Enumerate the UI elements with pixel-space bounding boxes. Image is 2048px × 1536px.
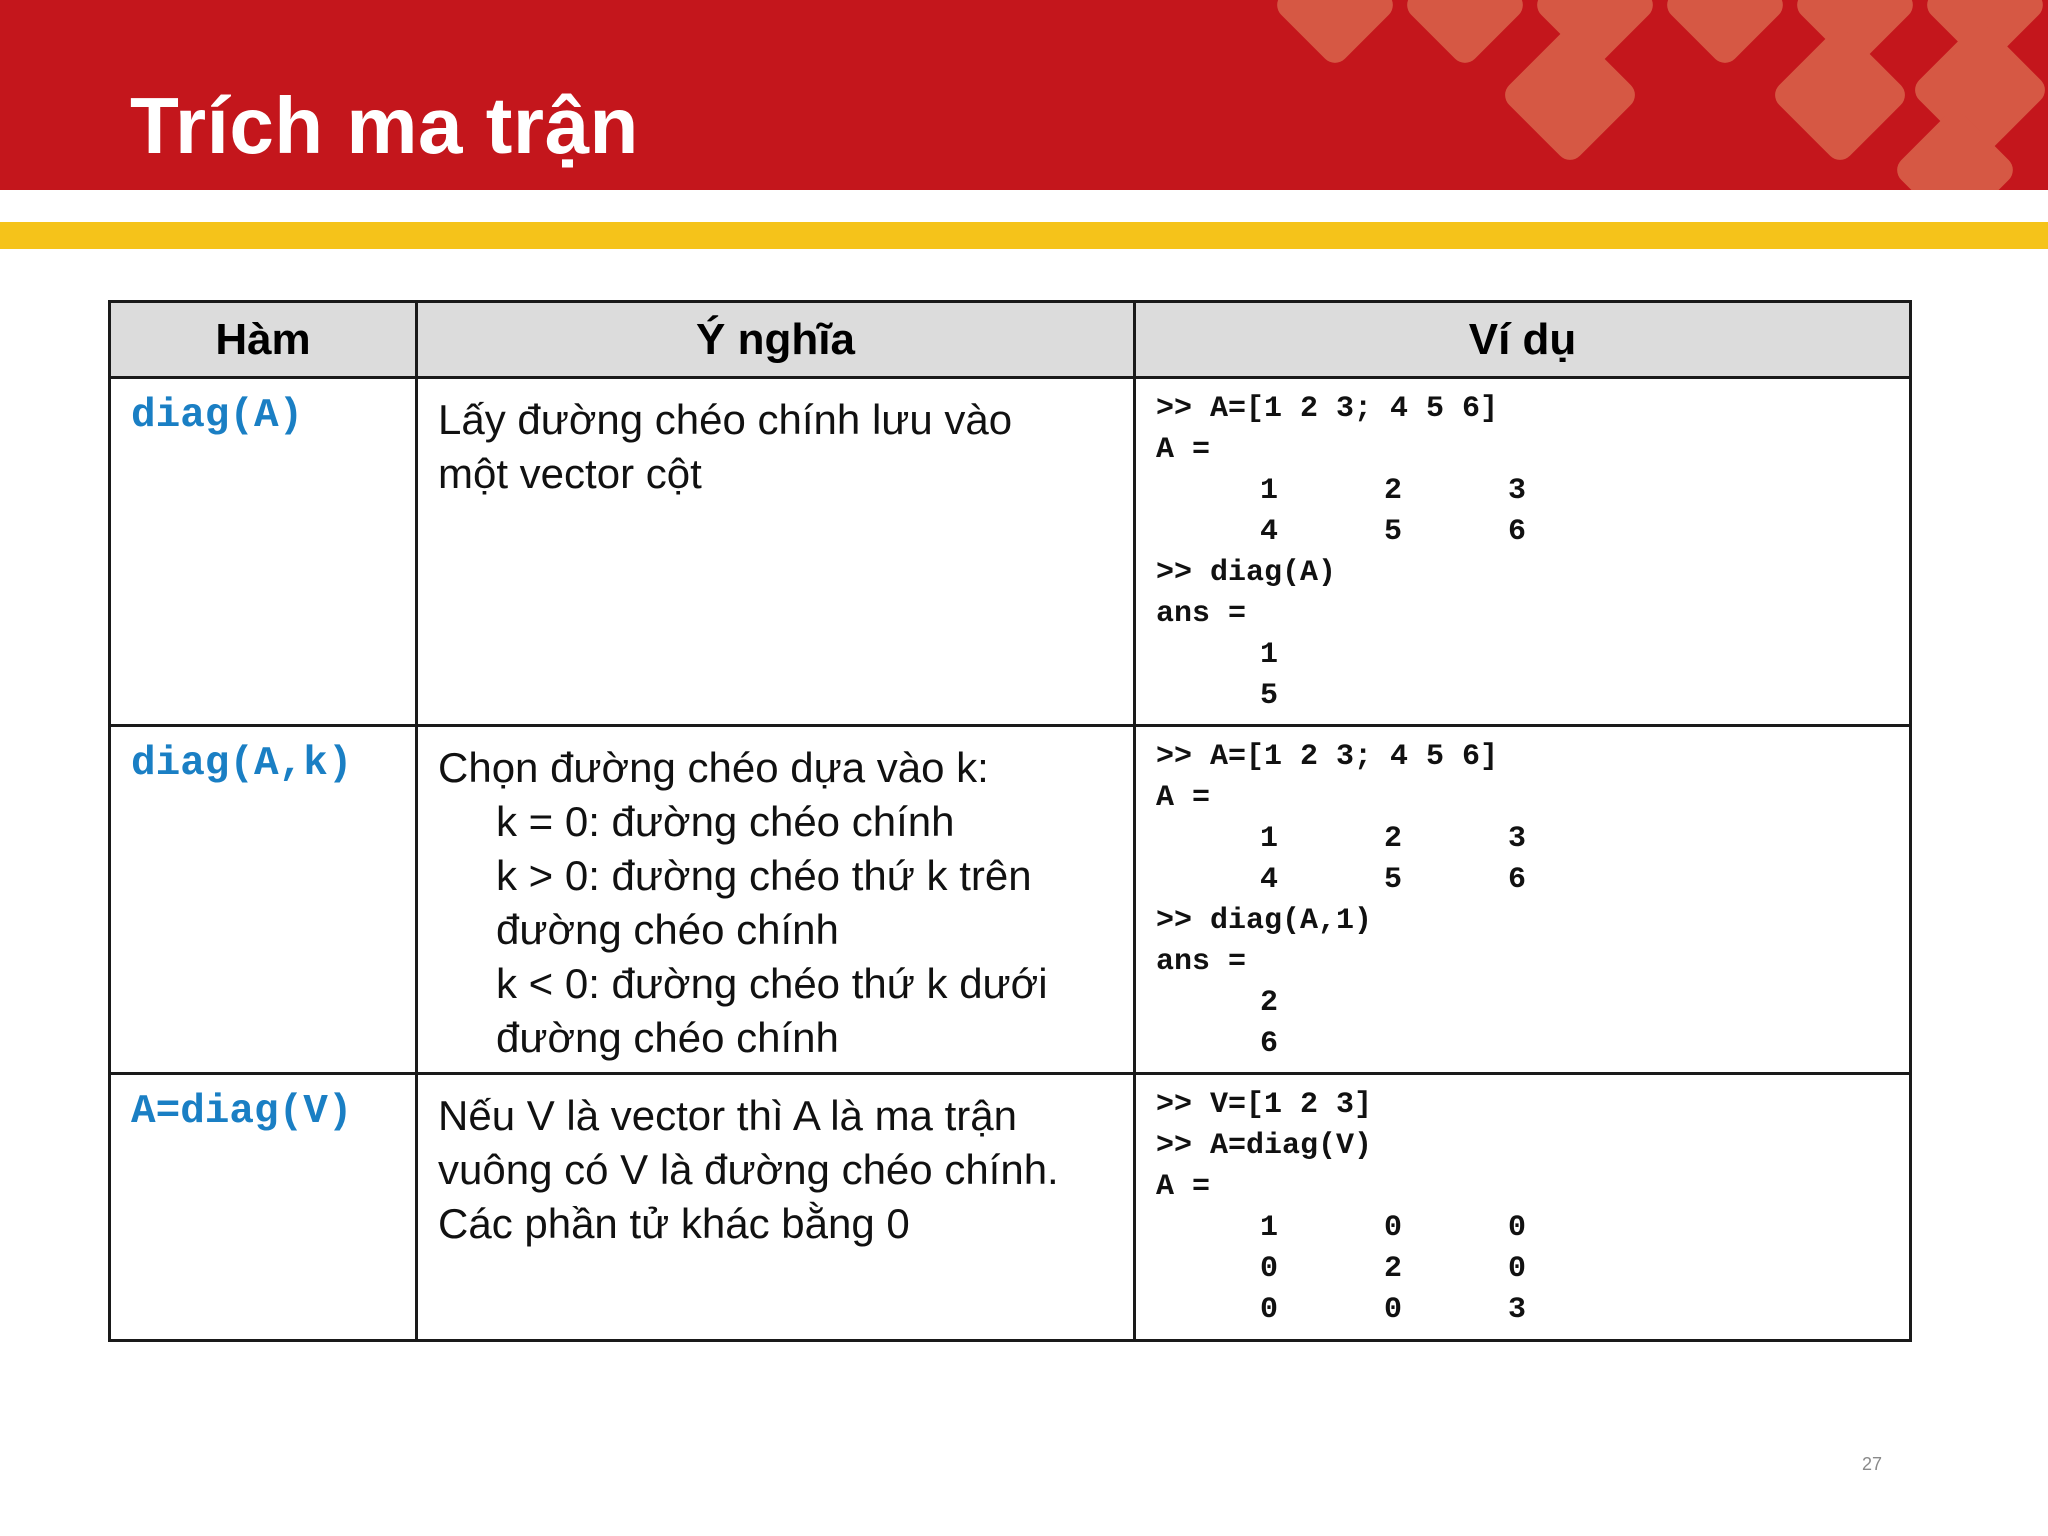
meaning-line: Nếu V là vector thì A là ma trận bbox=[438, 1092, 1017, 1139]
matrix-row bbox=[1156, 471, 1909, 512]
matrix-value: 5 bbox=[1384, 863, 1403, 897]
meaning-line: Lấy đường chéo chính lưu vào bbox=[438, 396, 1013, 443]
matrix-value: 0 bbox=[1260, 1293, 1279, 1327]
code-line: >> A=[1 2 3; 4 5 6] bbox=[1156, 392, 1499, 426]
meaning-line: k = 0: đường chéo chính bbox=[496, 798, 955, 845]
matrix-value: 1 bbox=[1260, 474, 1279, 508]
answer-row bbox=[1156, 1024, 1909, 1065]
meaning-line: vuông có V là đường chéo chính. bbox=[438, 1146, 1059, 1193]
table-row bbox=[110, 378, 1911, 726]
matrix-value: 0 bbox=[1508, 1211, 1527, 1245]
code-line: ans = bbox=[1156, 597, 1247, 631]
code-line: >> A=[1 2 3; 4 5 6] bbox=[1156, 740, 1499, 774]
slide-title: Trích ma trận bbox=[130, 81, 639, 170]
page-number: 27 bbox=[1862, 1454, 1883, 1474]
gold-accent-bar bbox=[0, 222, 2048, 249]
meaning-line: Các phần tử khác bằng 0 bbox=[438, 1200, 910, 1247]
code-line: A = bbox=[1156, 781, 1211, 815]
meaning-cell bbox=[417, 378, 1135, 726]
table-header-row bbox=[110, 302, 1911, 378]
matrix-value: 0 bbox=[1260, 1252, 1279, 1286]
function-cell: diag(A) bbox=[110, 378, 417, 726]
meaning-line: đường chéo chính bbox=[496, 1014, 839, 1061]
code-line: >> V=[1 2 3] bbox=[1156, 1088, 1373, 1122]
matrix-value: 3 bbox=[1508, 822, 1527, 856]
header-cell-function: Hàm bbox=[110, 302, 417, 378]
header-cell-example: Ví dụ bbox=[1135, 302, 1911, 378]
code-line: >> diag(A,1) bbox=[1156, 904, 1373, 938]
code-line: A = bbox=[1156, 1170, 1211, 1204]
table-row bbox=[110, 726, 1911, 1074]
header-cell-meaning: Ý nghĩa bbox=[417, 302, 1135, 378]
matrix-row bbox=[1156, 1290, 1909, 1331]
matrix-value: 6 bbox=[1508, 863, 1527, 897]
matrix-value: 0 bbox=[1384, 1293, 1403, 1327]
example-cell bbox=[1135, 1074, 1911, 1341]
answer-row bbox=[1156, 635, 1909, 676]
matrix-value: 2 bbox=[1384, 1252, 1403, 1286]
matrix-value: 6 bbox=[1508, 515, 1527, 549]
slide-header bbox=[0, 0, 2048, 190]
table-row bbox=[110, 1074, 1911, 1341]
matrix-row bbox=[1156, 860, 1909, 901]
code-line: >> A=diag(V) bbox=[1156, 1129, 1373, 1163]
matrix-value: 4 bbox=[1260, 863, 1279, 897]
answer-row bbox=[1156, 983, 1909, 1024]
example-cell bbox=[1135, 726, 1911, 1074]
matrix-value: 2 bbox=[1384, 474, 1403, 508]
meaning-line: một vector cột bbox=[438, 450, 702, 497]
matrix-value: 3 bbox=[1508, 1293, 1527, 1327]
matrix-value: 5 bbox=[1384, 515, 1403, 549]
meaning-line: k > 0: đường chéo thứ k trên bbox=[496, 852, 1032, 899]
code-line: A = bbox=[1156, 433, 1211, 467]
code-line: >> diag(A) bbox=[1156, 556, 1337, 590]
meaning-cell bbox=[417, 1074, 1135, 1341]
function-cell: diag(A,k) bbox=[110, 726, 417, 1074]
answer-value: 5 bbox=[1260, 679, 1279, 713]
code-line: ans = bbox=[1156, 945, 1247, 979]
meaning-line: Chọn đường chéo dựa vào k: bbox=[438, 744, 989, 791]
matrix-value: 0 bbox=[1384, 1211, 1403, 1245]
example-cell bbox=[1135, 378, 1911, 726]
matrix-row bbox=[1156, 819, 1909, 860]
answer-row bbox=[1156, 676, 1909, 717]
matrix-value: 3 bbox=[1508, 474, 1527, 508]
meaning-line: k < 0: đường chéo thứ k dưới bbox=[496, 960, 1048, 1007]
header-gap bbox=[0, 190, 2048, 222]
function-cell: A=diag(V) bbox=[110, 1074, 417, 1341]
matrix-value: 4 bbox=[1260, 515, 1279, 549]
matrix-row bbox=[1156, 1208, 1909, 1249]
meaning-line: đường chéo chính bbox=[496, 906, 839, 953]
matrix-row bbox=[1156, 512, 1909, 553]
matrix-value: 1 bbox=[1260, 822, 1279, 856]
answer-value: 2 bbox=[1260, 986, 1279, 1020]
meaning-cell bbox=[417, 726, 1135, 1074]
answer-value: 6 bbox=[1260, 1027, 1279, 1061]
matrix-value: 0 bbox=[1508, 1252, 1527, 1286]
answer-value: 1 bbox=[1260, 638, 1279, 672]
matrix-value: 2 bbox=[1384, 822, 1403, 856]
diag-function-table bbox=[108, 300, 1912, 1342]
matrix-row bbox=[1156, 1249, 1909, 1290]
matrix-value: 1 bbox=[1260, 1211, 1279, 1245]
